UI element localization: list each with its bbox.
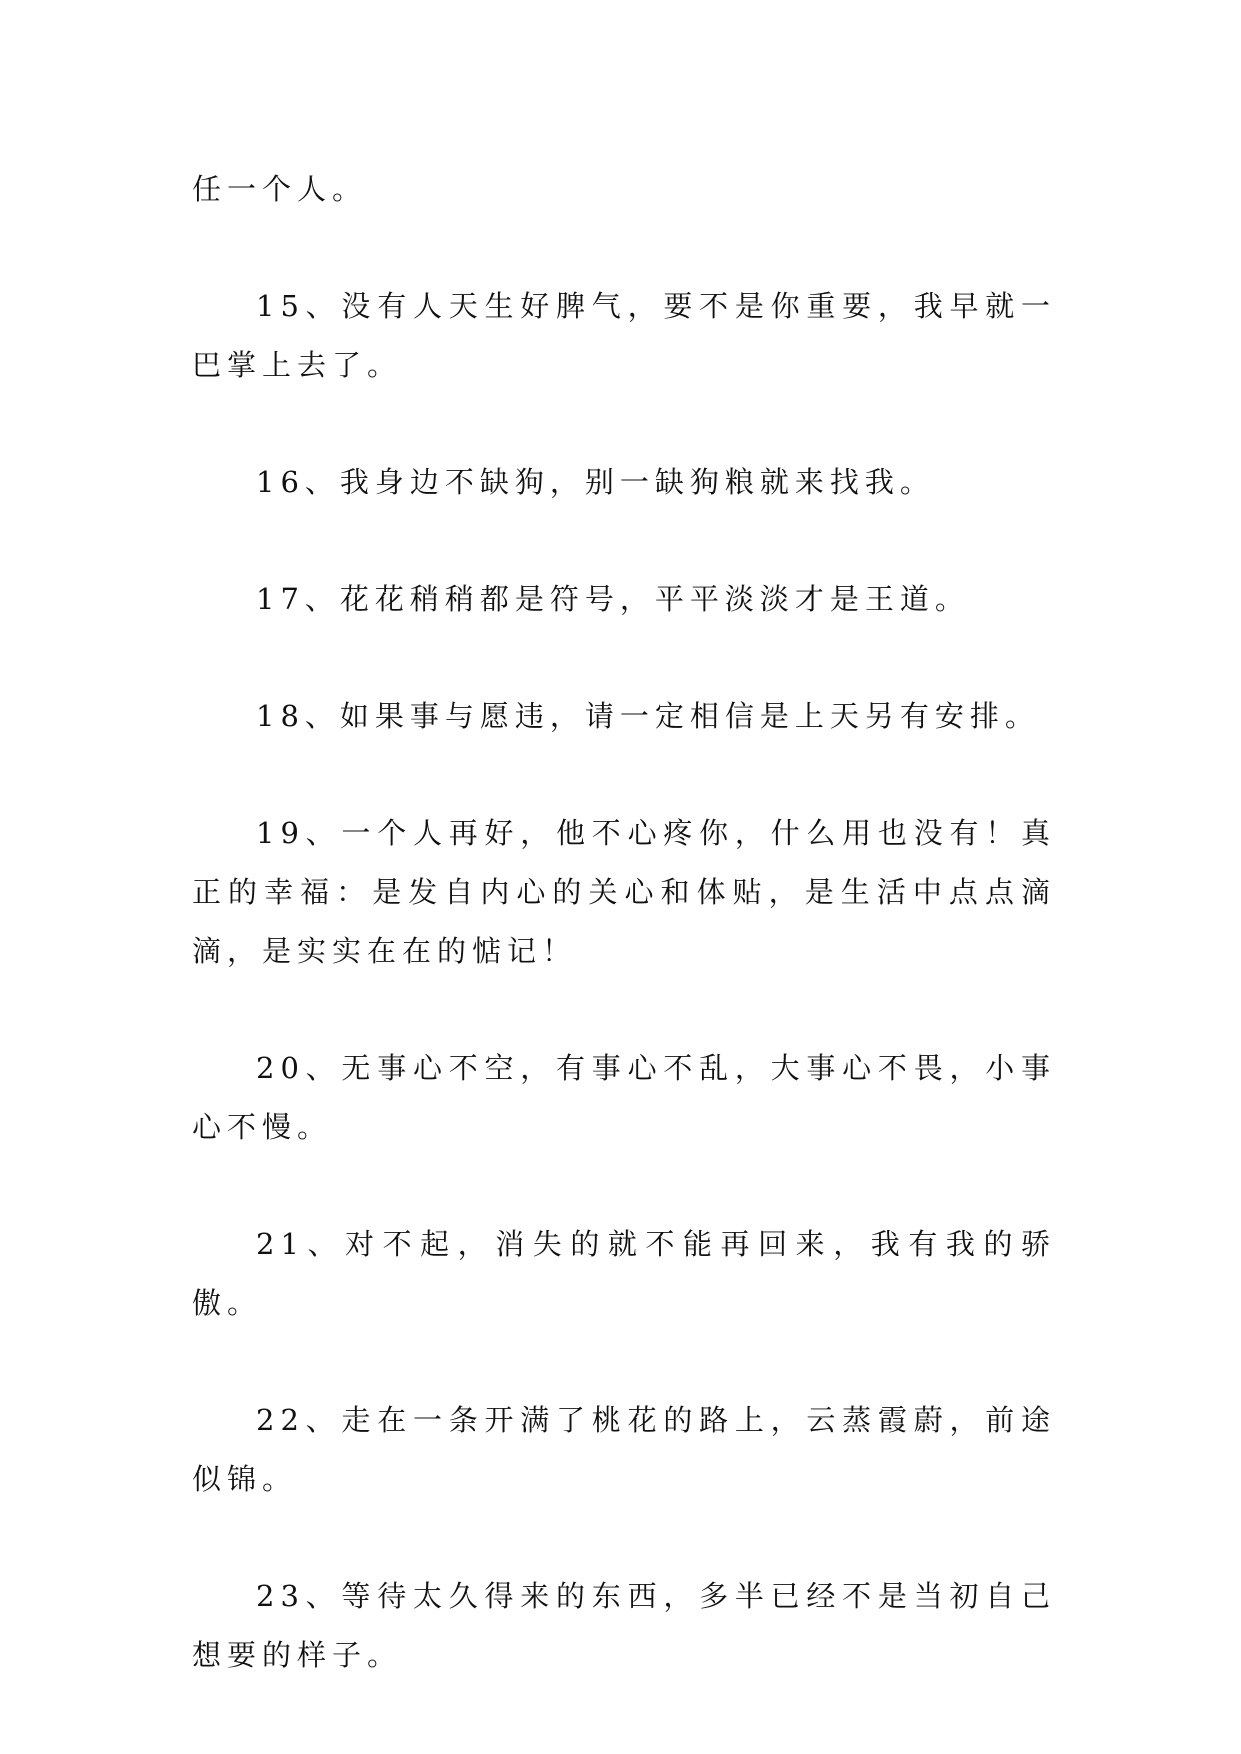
paragraph-22: 22、走在一条开满了桃花的路上，云蒸霞蔚，前途似锦。: [192, 1403, 1056, 1496]
paragraph-23: 23、等待太久得来的东西，多半已经不是当初自己想要的样子。: [192, 1579, 1056, 1672]
paragraph-20: 20、无事心不空，有事心不乱，大事心不畏，小事心不慢。: [192, 1051, 1056, 1144]
paragraph-continuation: 任一个人。: [192, 172, 368, 206]
paragraph-19: 19、一个人再好，他不心疼你，什么用也没有！真正的幸福：是发自内心的关心和体贴，是生活中点点滴滴，是实实在在的惦记！: [192, 816, 1056, 968]
paragraph-15: 15、没有人天生好脾气，要不是你重要，我早就一巴掌上去了。: [192, 289, 1056, 382]
paragraph-17: 17、花花稍稍都是符号，平平淡淡才是王道。: [256, 582, 970, 616]
document-body: [192, 160, 1056, 1743]
paragraph-18: 18、如果事与愿违，请一定相信是上天另有安排。: [256, 699, 1040, 733]
paragraph-21: 21、对不起，消失的就不能再回来，我有我的骄傲。: [192, 1227, 1056, 1320]
paragraph-16: 16、我身边不缺狗，别一缺狗粮就来找我。: [256, 465, 935, 499]
